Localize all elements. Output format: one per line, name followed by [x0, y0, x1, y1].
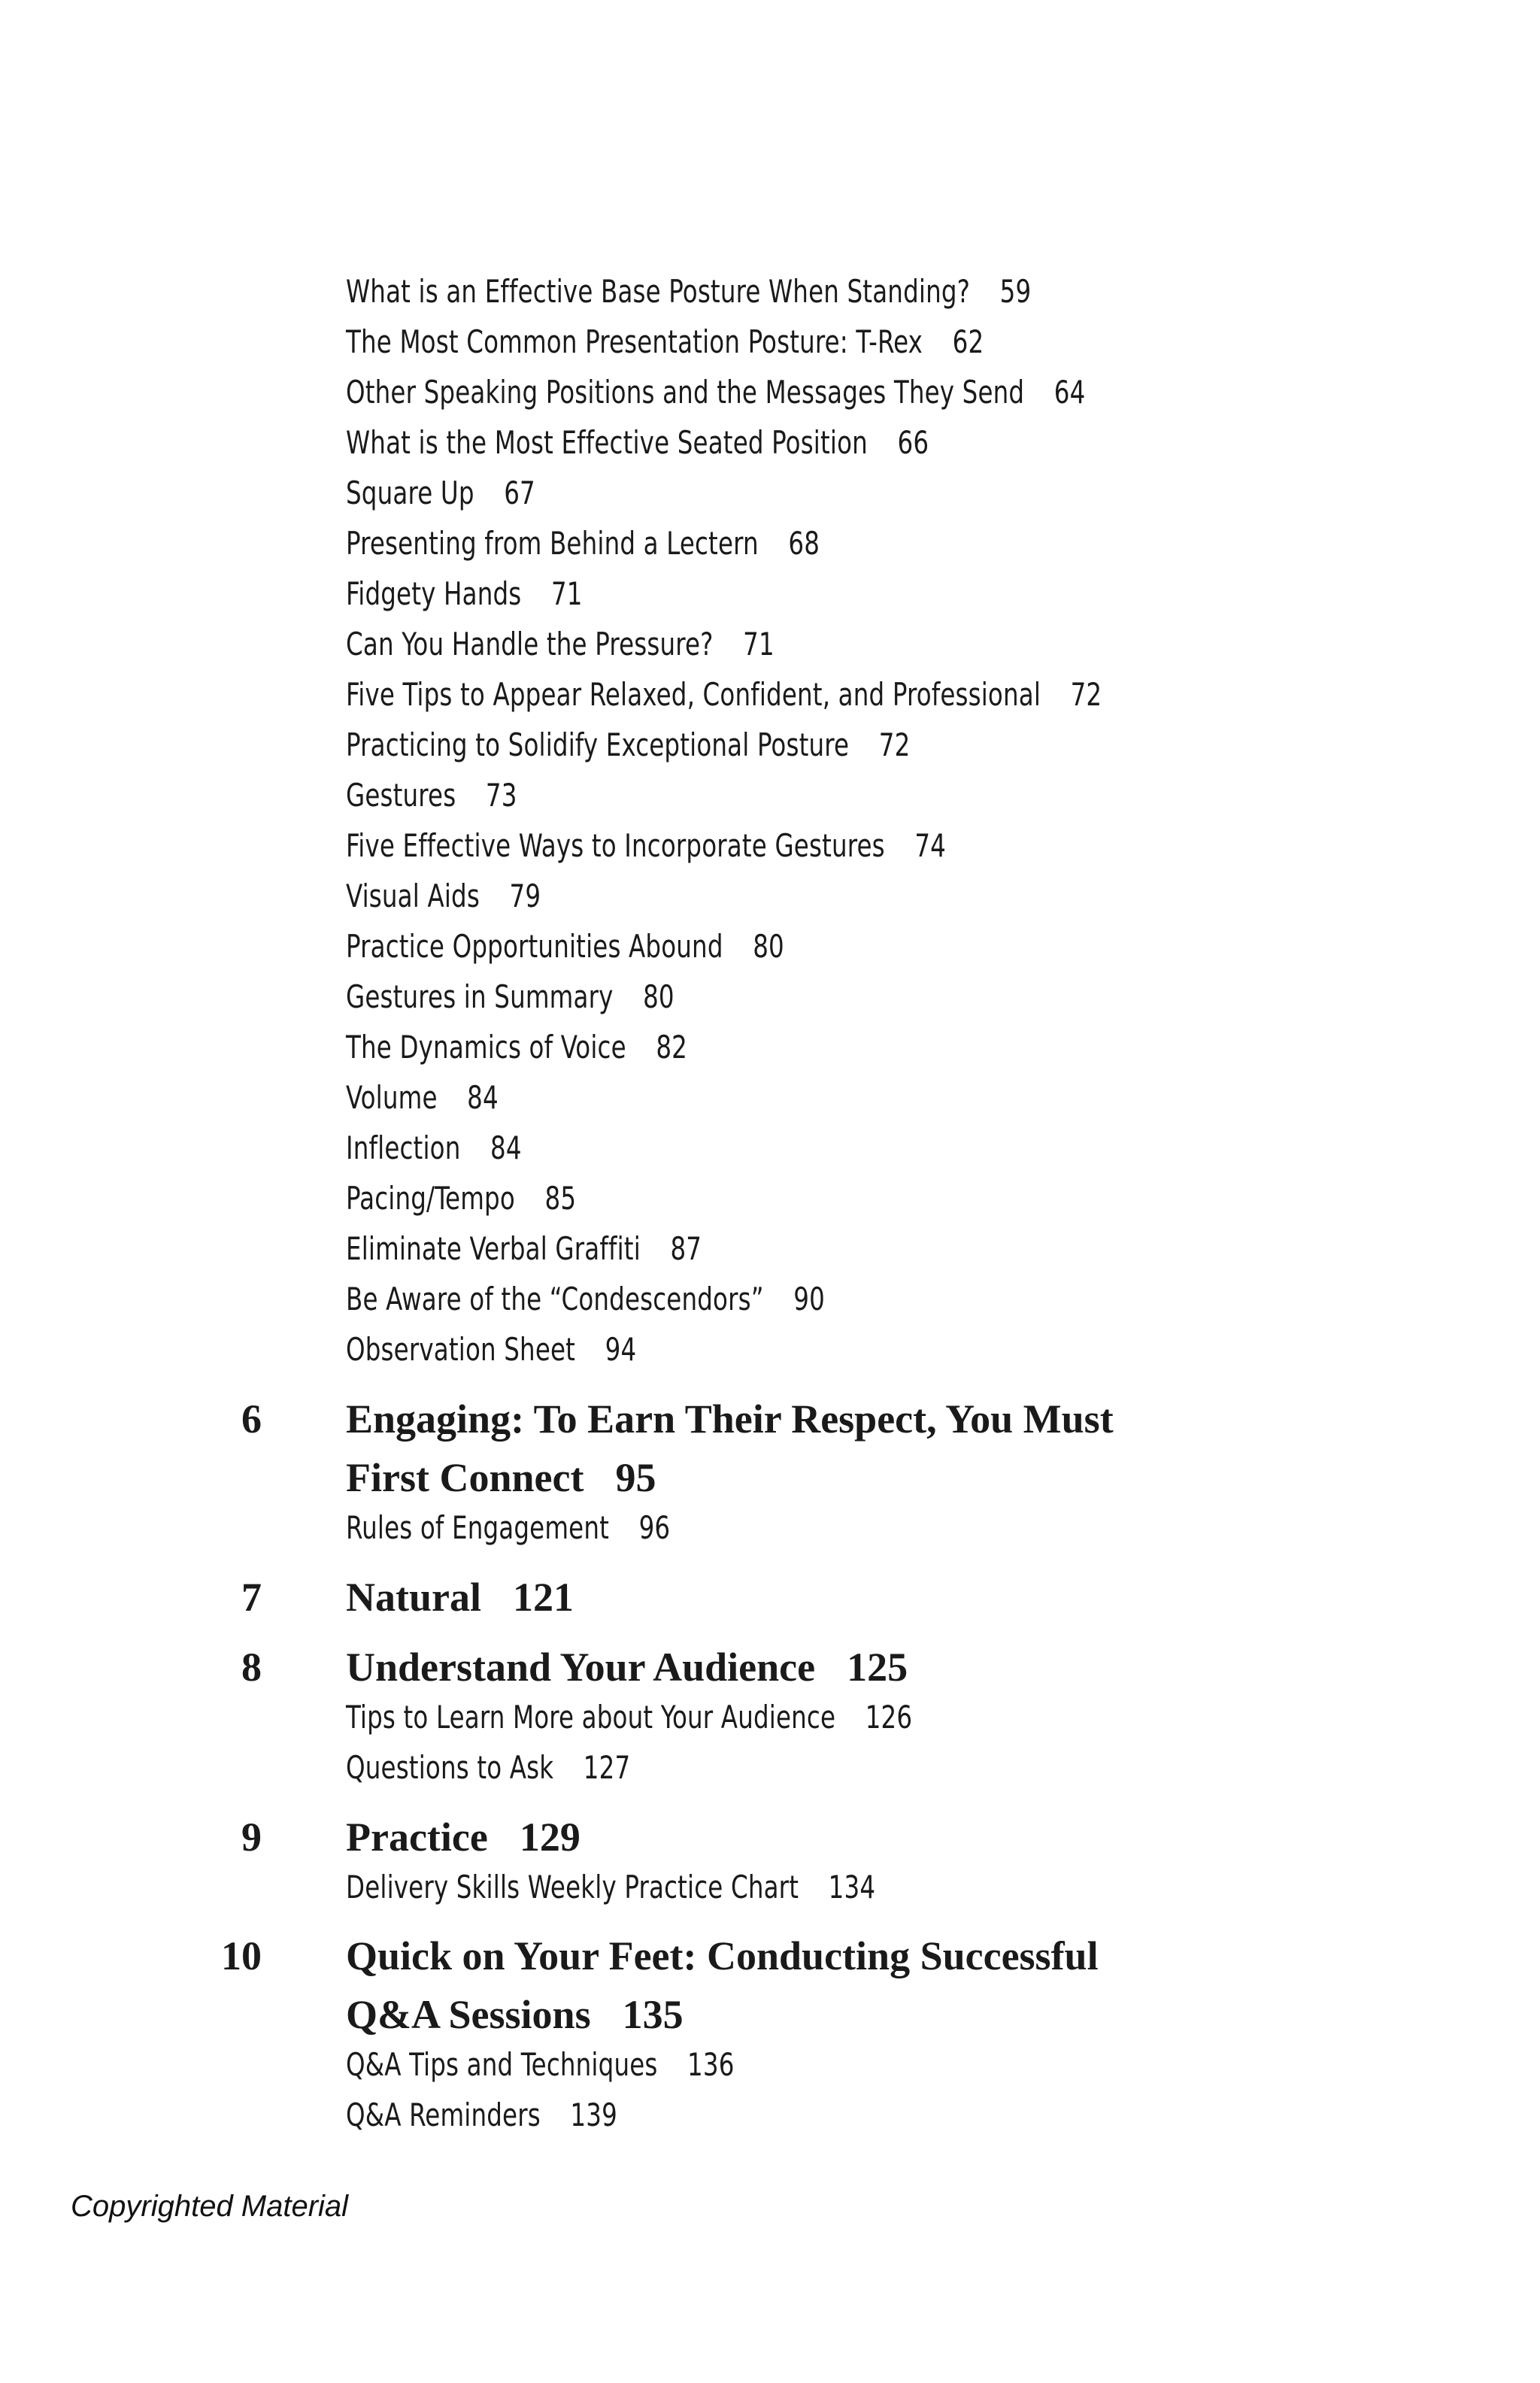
toc-entry [346, 266, 1102, 317]
toc-entry-title: Practicing to Solidify Exceptional Posture [346, 726, 850, 763]
toc-entry-page: 134 [828, 1869, 876, 1905]
toc-entry [346, 1022, 1102, 1072]
toc-entry [346, 1173, 1102, 1223]
chapter-number: 9 [241, 1815, 262, 1860]
toc-entry-page: 68 [788, 525, 820, 562]
chapter-section-list [346, 1502, 723, 1553]
chapter-page: 95 [615, 1455, 656, 1500]
section-list [346, 266, 1225, 1375]
toc-entry [346, 1072, 1102, 1123]
toc-entry-title: Practice Opportunities Abound [346, 928, 723, 965]
toc-entry [346, 367, 1102, 417]
toc-entry-title: Fidgety Hands [346, 575, 522, 612]
chapter-title-line [346, 1390, 1114, 1448]
toc-entry-page: 96 [638, 1509, 671, 1546]
toc-entry-title: Five Tips to Appear Relaxed, Confident, and Professional [346, 676, 1041, 713]
toc-entry-title: Gestures in Summary [346, 978, 614, 1015]
toc-entry-page: 84 [467, 1079, 499, 1116]
toc-entry-title: Pacing/Tempo [346, 1180, 515, 1217]
toc-entry-page: 72 [1070, 676, 1102, 713]
toc-entry [346, 770, 1102, 820]
toc-entry-page: 139 [570, 2096, 617, 2133]
chapter-page: 135 [622, 1992, 684, 2037]
chapter-title-line [346, 1808, 581, 1866]
toc-entry-page: 64 [1053, 374, 1086, 411]
chapter-number: 6 [241, 1396, 262, 1442]
toc-entry [346, 820, 1102, 871]
toc-entry [346, 1502, 670, 1553]
toc-entry [346, 2090, 735, 2140]
toc-entry [346, 619, 1102, 669]
toc-entry-page: 127 [583, 1749, 631, 1786]
chapter-page: 125 [847, 1645, 908, 1690]
chapter-page: 129 [519, 1815, 581, 1860]
chapter-title-line [346, 1985, 684, 2044]
chapter-title-text: Q&A Sessions [346, 1992, 591, 2037]
toc-entry [346, 1324, 1102, 1375]
toc-entry-page: 80 [643, 978, 675, 1015]
toc-entry-title: Delivery Skills Weekly Practice Chart [346, 1869, 799, 1905]
toc-entry-page: 71 [550, 575, 583, 612]
toc-entry [346, 871, 1102, 921]
toc-entry-page: 62 [952, 323, 984, 360]
toc-entry-page: 90 [793, 1281, 825, 1317]
toc-entry [346, 468, 1102, 518]
toc-entry [346, 972, 1102, 1022]
toc-entry-title: Observation Sheet [346, 1331, 576, 1368]
chapter-title-text: Practice [346, 1815, 488, 1860]
toc-entry [346, 1223, 1102, 1274]
toc-entry [346, 1123, 1102, 1173]
toc-entry-title: Q&A Reminders [346, 2096, 541, 2133]
chapter-title-text: First Connect [346, 1455, 584, 1500]
toc-entry [346, 1862, 875, 1912]
chapter-number: 7 [241, 1575, 262, 1620]
toc-entry [346, 2039, 735, 2090]
chapter-section-list [346, 1862, 962, 1912]
toc-entry-page: 67 [504, 474, 535, 511]
toc-entry-title: Q&A Tips and Techniques [346, 2046, 658, 2083]
toc-entry-page: 74 [914, 827, 947, 864]
chapter-number: 8 [241, 1645, 262, 1690]
toc-entry-page: 72 [878, 726, 911, 763]
chapter-title-text: Quick on Your Feet: Conducting Successful [346, 1933, 1099, 1978]
toc-entry-page: 79 [509, 878, 541, 914]
toc-entry-title: Can You Handle the Pressure? [346, 626, 714, 662]
chapter-title-text: Engaging: To Earn Their Respect, You Must [346, 1396, 1114, 1442]
toc-entry-page: 136 [687, 2046, 735, 2083]
chapter-section-list [346, 2039, 798, 2140]
toc-entry-title: Other Speaking Positions and the Messages They Send [346, 374, 1025, 411]
toc-entry-page: 59 [999, 273, 1032, 310]
toc-entry-page: 84 [490, 1129, 522, 1166]
chapter-title-line [346, 1448, 656, 1507]
toc-entry-title: Rules of Engagement [346, 1509, 610, 1546]
toc-entry-title: Questions to Ask [346, 1749, 554, 1786]
toc-entry [346, 568, 1102, 619]
chapter-title-line [346, 1927, 1099, 1985]
toc-entry [346, 317, 1102, 367]
toc-entry [346, 669, 1102, 720]
toc-entry-title: Visual Aids [346, 878, 480, 914]
toc-entry-page: 87 [670, 1230, 702, 1267]
toc-entry-title: The Dynamics of Voice [346, 1029, 626, 1066]
toc-entry-title: Volume [346, 1079, 438, 1116]
toc-entry [346, 518, 1102, 568]
toc-entry [346, 921, 1102, 972]
toc-entry-page: 66 [897, 424, 929, 461]
toc-entry-title: Tips to Learn More about Your Audience [346, 1699, 836, 1736]
toc-entry-title: Five Effective Ways to Incorporate Gestures [346, 827, 885, 864]
toc-entry-title: The Most Common Presentation Posture: T-Rex [346, 323, 923, 360]
toc-entry-page: 126 [865, 1699, 913, 1736]
toc-entry-title: Be Aware of the “Condescendors” [346, 1281, 764, 1317]
chapter-page: 121 [512, 1575, 574, 1620]
toc-entry-page: 82 [656, 1029, 688, 1066]
chapter-title-line [346, 1568, 574, 1627]
toc-entry-title: Presenting from Behind a Lectern [346, 525, 759, 562]
chapter-title-text: Understand Your Audience [346, 1645, 816, 1690]
toc-entry-title: What is the Most Effective Seated Position [346, 424, 868, 461]
toc-entry-title: What is an Effective Base Posture When Standing? [346, 273, 971, 310]
toc-entry-title: Inflection [346, 1129, 461, 1166]
toc-entry-page: 85 [544, 1180, 577, 1217]
toc-entry-title: Gestures [346, 777, 456, 814]
toc-entry-page: 73 [485, 777, 517, 814]
toc-entry [346, 1692, 912, 1742]
toc-entry [346, 720, 1102, 770]
copyright-notice: Copyrighted Material [71, 2190, 349, 2223]
chapter-section-list [346, 1692, 1005, 1793]
toc-entry-title: Square Up [346, 474, 474, 511]
toc-entry-page: 94 [605, 1331, 637, 1368]
toc-entry-page: 80 [753, 928, 784, 965]
toc-entry [346, 417, 1102, 468]
chapter-title-text: Natural [346, 1575, 481, 1620]
toc-entry-title: Eliminate Verbal Graffiti [346, 1230, 641, 1267]
toc-entry [346, 1274, 1102, 1324]
chapter-title-line [346, 1638, 908, 1696]
chapter-number: 10 [221, 1933, 262, 1978]
toc-entry-page: 71 [743, 626, 775, 662]
toc-entry [346, 1742, 912, 1793]
